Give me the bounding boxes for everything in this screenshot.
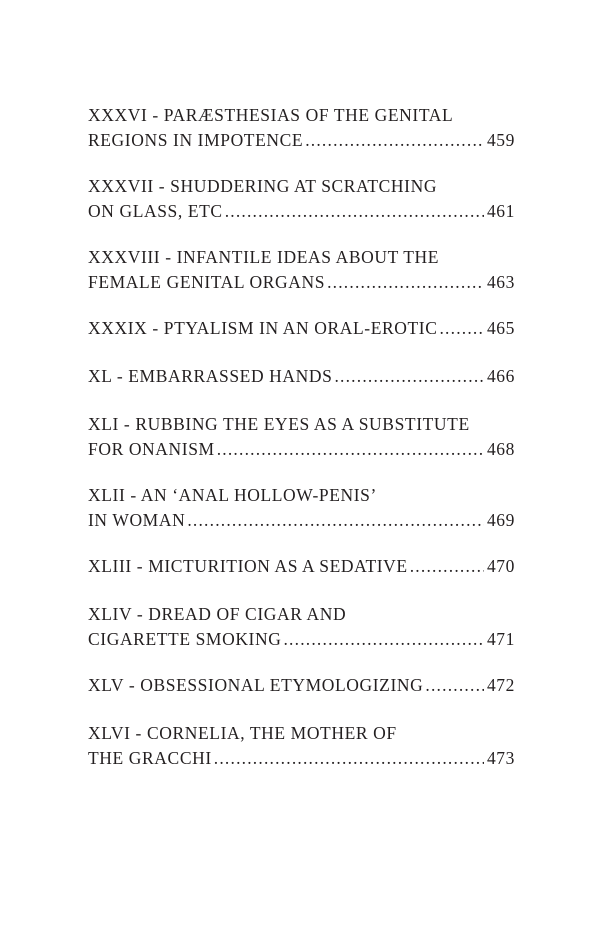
toc-entry-final-line [88, 199, 515, 224]
toc-entry-final-line [88, 627, 515, 652]
toc-entry [88, 721, 515, 771]
page-number: 466 [486, 366, 515, 386]
toc-entry-title-line [88, 412, 515, 437]
toc-entry-title: FOR ONANISM [88, 439, 215, 459]
table-of-contents [88, 103, 515, 792]
toc-entry [88, 554, 515, 579]
toc-entry-title: XLI - RUBBING THE EYES AS A SUBSTITUTE [88, 414, 470, 434]
toc-entry-title: XLV - OBSESSIONAL ETYMOLOGIZING [88, 675, 424, 695]
toc-entry-title-line [88, 103, 515, 128]
page-number: 461 [486, 201, 515, 221]
dot-leader [225, 199, 484, 224]
toc-entry-title: XL - EMBARRASSED HANDS [88, 366, 333, 386]
toc-entry [88, 483, 515, 533]
toc-entry-title: XLVI - CORNELIA, THE MOTHER OF [88, 723, 397, 743]
dot-leader [410, 554, 484, 579]
toc-entry [88, 412, 515, 462]
dot-leader [439, 316, 483, 341]
dot-leader [187, 508, 484, 533]
toc-entry [88, 673, 515, 698]
page-number: 472 [486, 675, 515, 695]
toc-entry-title: THE GRACCHI [88, 748, 212, 768]
dot-leader [305, 128, 484, 153]
toc-entry-final-line [88, 364, 515, 389]
dot-leader [283, 627, 483, 652]
toc-entry [88, 174, 515, 224]
toc-entry-final-line [88, 437, 515, 462]
toc-entry-title: CIGARETTE SMOKING [88, 629, 282, 649]
page-number: 471 [486, 629, 515, 649]
toc-entry-final-line [88, 746, 515, 771]
toc-entry-title: IN WOMAN [88, 510, 186, 530]
toc-entry-final-line [88, 128, 515, 153]
toc-entry-title: ON GLASS, ETC [88, 201, 223, 221]
toc-entry-final-line [88, 270, 515, 295]
toc-entry [88, 602, 515, 652]
toc-entry-final-line [88, 673, 515, 698]
toc-entry-title: XXXVI - PARÆSTHESIAS OF THE GENITAL [88, 105, 454, 125]
toc-entry-title-line [88, 602, 515, 627]
page-number: 470 [486, 556, 515, 576]
dot-leader [327, 270, 484, 295]
page-number: 468 [486, 439, 515, 459]
toc-entry-final-line [88, 508, 515, 533]
toc-entry-title: XLII - AN ‘ANAL HOLLOW-PENIS’ [88, 485, 377, 505]
toc-entry [88, 364, 515, 389]
dot-leader [425, 673, 484, 698]
toc-entry [88, 245, 515, 295]
toc-entry-final-line [88, 316, 515, 341]
dot-leader [214, 746, 484, 771]
toc-entry-title-line [88, 174, 515, 199]
dot-leader [217, 437, 484, 462]
toc-entry-title: XXXVII - SHUDDERING AT SCRATCHING [88, 176, 438, 196]
page-number: 463 [486, 272, 515, 292]
toc-entry [88, 103, 515, 153]
toc-entry-title-line [88, 483, 515, 508]
toc-entry-title: FEMALE GENITAL ORGANS [88, 272, 326, 292]
dot-leader [334, 364, 483, 389]
toc-entry-title: REGIONS IN IMPOTENCE [88, 130, 304, 150]
toc-entry-title: XXXIX - PTYALISM IN AN ORAL-EROTIC [88, 318, 438, 338]
toc-entry-title: XXXVIII - INFANTILE IDEAS ABOUT THE [88, 247, 440, 267]
page-number: 465 [486, 318, 515, 338]
page-number: 469 [486, 510, 515, 530]
toc-entry-final-line [88, 554, 515, 579]
toc-entry-title-line [88, 721, 515, 746]
page-number: 473 [486, 748, 515, 768]
toc-entry-title: XLIII - MICTURITION AS A SEDATIVE [88, 556, 408, 576]
toc-entry-title: XLIV - DREAD OF CIGAR AND [88, 604, 347, 624]
toc-entry [88, 316, 515, 341]
page-number: 459 [486, 130, 515, 150]
toc-entry-title-line [88, 245, 515, 270]
